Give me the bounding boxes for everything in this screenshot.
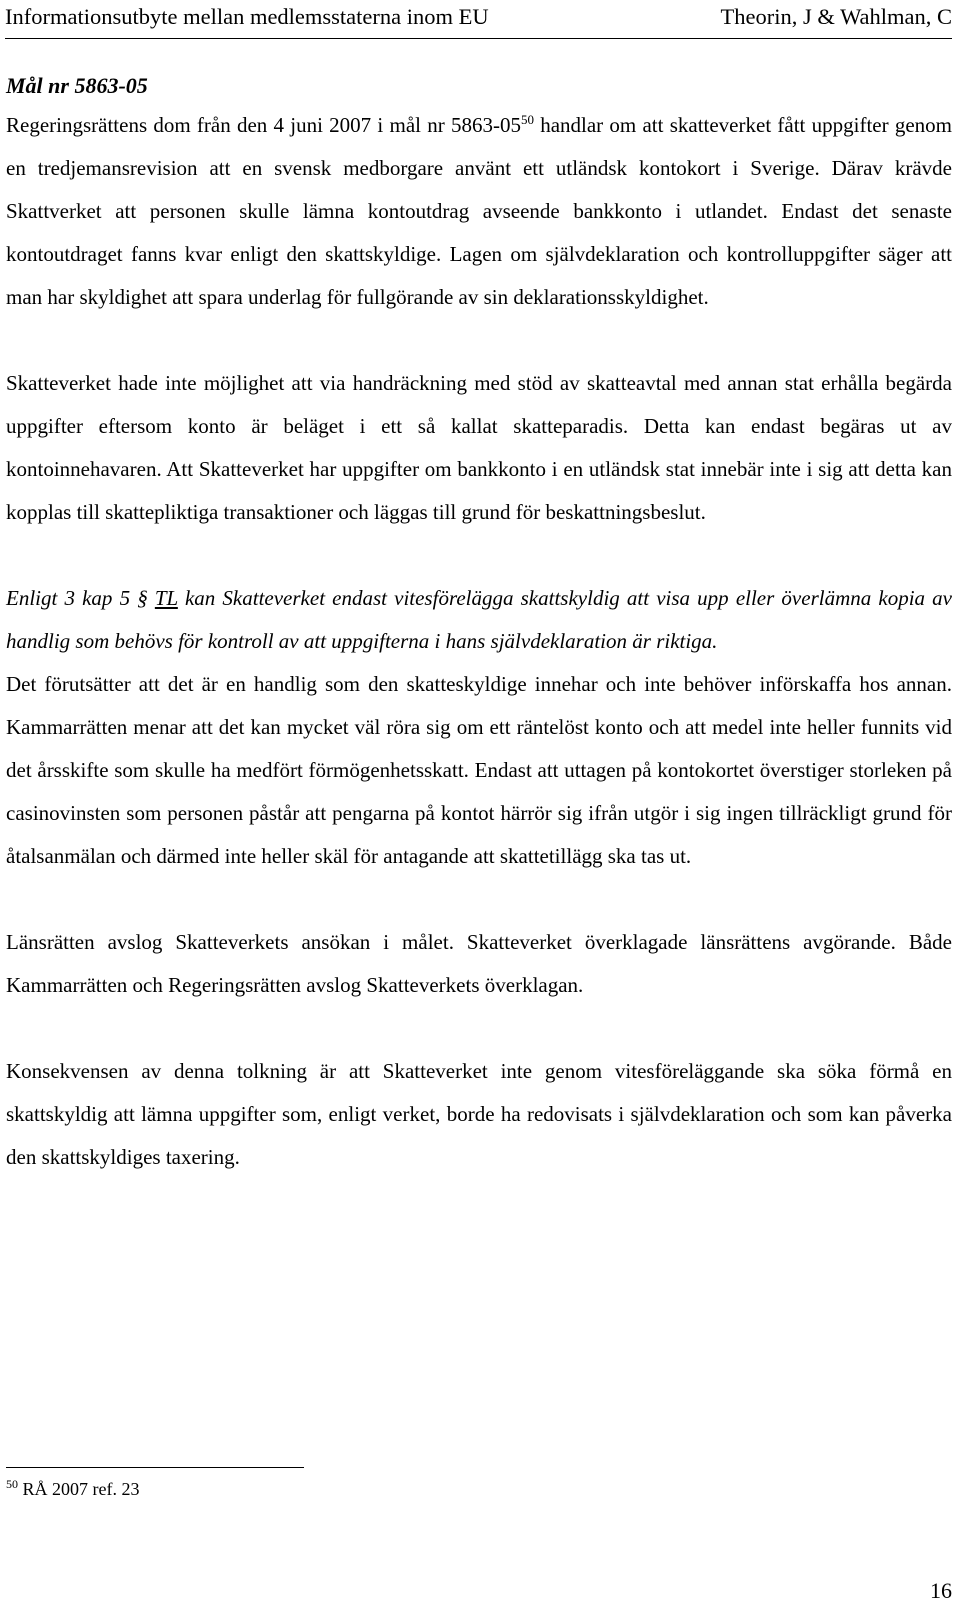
paragraph-kammarratten: Det förutsätter att det är en handlig som den skatteskyldige innehar och inte behöver införskaffa hos annan. Kammarrätten menar att det kan mycket väl röra sig om ett räntelöst konto och att medel inte heller funnits vid det årsskifte som skulle ha medfört förmögenhetsskatt. Endast att uttagen på kontokortet överstiger storleken på casinovinsten som personen påstår att pengarna på kontot härrör sig ifrån utgör i sig ingen tillräckligt grund för åtalsanmälan och därmed inte heller skäl för antagande att skattetillägg ska tas ut. <box>6 672 952 868</box>
paragraph-gap <box>6 534 952 577</box>
paragraph-case-summary-text-1: Regeringsrättens dom från den 4 juni 2007 i mål nr 5863-05 <box>6 113 521 137</box>
footnote-reference: 50 <box>520 112 534 127</box>
paragraph-consequence: Konsekvensen av denna tolkning är att Skatteverket inte genom vitesföreläggande ska söka förmå en skattskyldig att lämna uppgifter som, enligt verket, borde ha redovisats i självdeklaration och som kan påverka den skattskyldiges taxering. <box>6 1059 952 1169</box>
header-authors: Theorin, J & Wahlman, C <box>720 4 952 29</box>
paragraph-case-summary-text-2: handlar om att skatteverket fått uppgifter genom en tredjemansrevision att en svensk medborgare använt ett utländsk kontokort i Sverige. Därav krävde Skattverket att personen skulle lämna kontoutdrag avseende bankkonto i utlandet. Endast det senaste kontoutdraget fanns kvar enligt den skattskyldige. Lagen om självdeklaration och kontrolluppgifter säger att man har skyldighet att spara underlag för fullgörande av sin deklarationsskyldighet. <box>6 113 952 309</box>
footnote-rule <box>6 1467 304 1468</box>
case-title: Mål nr 5863-05 <box>6 73 148 98</box>
header-rule <box>5 38 952 39</box>
paragraph-gap <box>6 1007 952 1050</box>
paragraph-gap <box>6 878 952 921</box>
legal-rule-law-abbreviation: TL <box>154 586 178 610</box>
header-document-title: Informationsutbyte mellan medlemsstaterna inom EU <box>5 4 489 29</box>
legal-rule-text-1: Enligt 3 kap 5 § <box>6 586 155 610</box>
footnote-text: RÅ 2007 ref. 23 <box>18 1479 140 1499</box>
paragraph-legal-rule <box>6 577 952 663</box>
paragraph-gap <box>6 319 952 362</box>
paragraph-case-summary <box>6 104 952 319</box>
paragraph-outcome: Länsrätten avslog Skatteverkets ansökan i målet. Skatteverket överklagade länsrättens avgörande. Både Kammarrätten och Regeringsrätten avslog Skatteverkets överklagan. <box>6 930 952 997</box>
page-number: 16 <box>930 1578 952 1603</box>
footnote <box>6 1476 139 1502</box>
page-body <box>6 68 952 1179</box>
legal-rule-text-2: kan Skatteverket endast vitesförelägga skattskyldig att visa upp eller överlämna kopia av handlig som behövs för kontroll av att uppgifterna i hans självdeklaration är riktiga. <box>6 586 953 653</box>
running-header <box>5 3 952 31</box>
footnote-number: 50 <box>6 1477 18 1491</box>
paragraph-handrackning: Skatteverket hade inte möjlighet att via handräckning med stöd av skatteavtal med annan stat erhålla begärda uppgifter eftersom konto är beläget i ett så kallat skatteparadis. Detta kan endast begäras ut av kontoinnehavaren. Att Skatteverket har uppgifter om bankkonto i en utländsk stat innebär inte i sig att detta kan kopplas till skattepliktiga transaktioner och läggas till grund för beskattningsbeslut. <box>6 371 952 524</box>
